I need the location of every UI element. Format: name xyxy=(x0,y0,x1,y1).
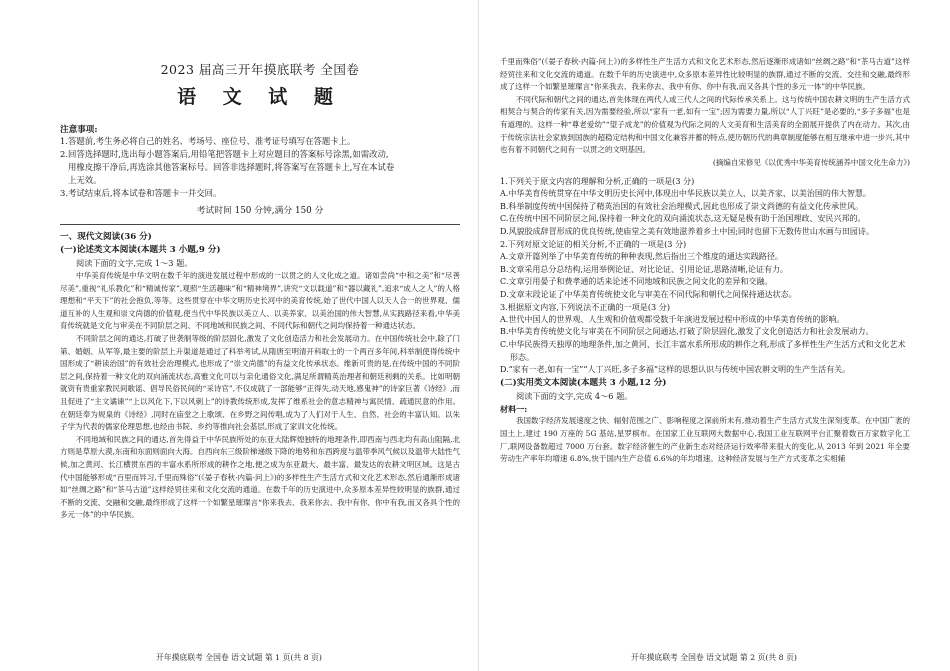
passage-paragraph: 不同代际和朝代之间的通达,首先体现在两代人或三代人之间的代际传承关系上。这与传统中国农耕文明的生产生活方式相契合与契合的传家有关,因为需要经验,所以“家有一老,如有一宝”;因为需要力量,所以“人丁兴旺”是必要的,“多子多福”也是有道理的。这样一种“尊老爱幼”“望子成龙”的价值观为代际之间的人文美育和生活美育的全面展开提供了内在动力。其次,由于传统宗法社会家族到国族的超稳定结构和中国文化兼容并蓄的特点,使历朝历代的典章制度能够在相互继承中进一步兴,其中也有着不同朝代之间有一以贯之的文明基因。 xyxy=(500,94,910,155)
option-c: C.文章引用晏子和费孝通的话来论述不同地域和民族之间文化的差异和交融。 xyxy=(500,277,773,287)
option-a: A.中华美育传统贯穿在中华文明历史长河中,体现出中华民族以美立人、以美齐家、以美治国的伟大智慧。 xyxy=(500,188,871,198)
option-d: D.文章末段论证了中华美育传统使文化与审美在不同代际和朝代之间保持通达状态。 xyxy=(500,289,797,299)
page-footer: 开年摸底联考 全国卷 语文试题 第 2 页(共 8 页) xyxy=(631,653,797,662)
passage-continuation: 千里而殊俗”(《晏子春秋·内篇·问上》)的多样性生产生活方式和文化艺术形态,然后逐渐形成诸如“丝绸之路”和“茶马古道”这样经贸往来和文化交流的通道。在数千年的历史演进中,众多原本差异性比较明显的族群,通过不断的交流、交往和交融,最终形成了这样一个如繁星璀璨言“你来我去、我来你去、我中有你、你中有我,而又各具个性的多元一体”的中华民族。 xyxy=(500,57,910,92)
notice-line: 1.答题前,考生务必将自己的姓名、考场号、座位号、准考证号填写在答题卡上。 xyxy=(60,136,356,146)
passage-paragraph: 中华美育传统是中华文明在数千年的演进发展过程中形成的一以贯之的人文化成之道。诸如尝尚“中和之美”和“尽善尽美”,重视“礼乐教化”和“精诚传家”,观照“生活趣味”和“精神境界”,讲究“文以载道”和“器以藏礼”,追求“成人之人”的人格理想和“平天下”的社会抱负,等等。这些贯穿在中华文明历史长河中的美育传统,始了世代中国人以天人合一的世界观、儒道互补的人生观和崇文尚德的价值观,使当代中华民族以美立人、以美养家、以美治国的伟大智慧,从实践路径来看,中华美育传统就是文化与审美在不同阶层之间、不同地域和民族之间、不同代际和朝代之间均保持着一种通达状态。 xyxy=(60,271,460,331)
notice-line: 用橡皮擦干净后,再选涂其他答案标号。回答非选择题时,将答案写在答题卡上,写在本试卷 xyxy=(68,162,395,172)
page-2 xyxy=(478,0,950,671)
material-paragraph: 我国数字经济发展速度之快、辐射范围之广、影响程度之深前所未有,推动着生产生活方式发生深刻变革。在中国广袤的国土上,建过 190 万座的 5G 基站,星罗棋布。在国家工业互联网大数据中心,我国工业互联网平台汇聚着数百万家数字化工厂,联网设备数超过 7000 万台套。数字经济催生的产业新生态对经济运行效率带来很大的变化,从 2013 年到 2021 年全要劳动生产率年均增速 6.8%,快于国内生产总值 6.6%的年均增速。这种经济发展与生产方式变革之实相辅 xyxy=(500,416,910,464)
material-label: 材料一: xyxy=(500,403,528,414)
notice-line: 3.考试结束后,将本试卷和答题卡一并交回。 xyxy=(60,188,222,198)
option-b: B.文章采用总分总结构,运用举例论证、对比论证、引用论证,思路清晰,论证有力。 xyxy=(500,264,789,274)
exam-title: 2023 届高三开年摸底联考 全国卷 xyxy=(160,62,360,77)
option-d: D.“家有一老,如有一宝”“人丁兴旺,多子多福”这样的思想认识与传统中国农耕文明的生产生活有关。 xyxy=(500,365,851,375)
option-c: C.在传统中国不同阶层之间,保持着一种文化的双向涌流状态,这无疑是极有助于治国理政、安民兴邦的。 xyxy=(500,214,866,224)
question-2: 2.下列对原文论证的相关分析,不正确的一项是(3 分) xyxy=(500,239,687,250)
subject-title: 语 文 试 题 xyxy=(177,86,343,108)
passage-paragraph: 不同地域和民族之间的通达,首先得益于中华民族所处的东亚大陆辉煌独特的地理条件,即西南与西北均有高山阻隔,北方则是草原大漠,东南和东面则面向大海。自西向东三级阶梯递级下降的地势和东西跨度与温带季风气候以及温带大陆性气候,加之黄河、长江横贯东西的丰富水系所形成的耕作之地,便之成为东亚最大、最丰富、最发达的农耕文明区域。这是古代中国能够形成“百里而异习,千里而殊俗”(《晏子春秋·内篇·问上》)的多样性生产生活方式和文化艺术形态,然后通渐形成诸如“丝绸之路”和“茶马古道”这样经贸往来和文化交流的通道。在数千年的历史演进中,众多原本差异性较明显的族群,通过不断的交流、交融和交融,最终形成了这样一个如繁星璀璨言“你来我去、我来你去、我中有你、你中有我,而又各具个性的多元一体”的中华民族。 xyxy=(60,434,460,520)
passage-source: (摘编自宋修见《以优秀中华美育传统涵养中国文化生命力》) xyxy=(712,157,910,167)
option-b: B.中华美育传统使文化与审美在不同阶层之间通达,打破了阶层固化,激发了文化创造活力和社会发展动力。 xyxy=(500,327,874,337)
option-c: C.中华民族得天独厚的地理条件,加之黄河、长江丰富水系所形成的耕作之利,形成了多样性生产生活方式和文化艺术形态。 xyxy=(500,340,906,362)
notice-line: 上无效。 xyxy=(68,175,102,185)
passage-paragraph: 不同阶层之间的通达,打破了世袭制等级的阶层固化,激发了文化创造活力和社会发展动力。在中国传统社会中,除了门第、婚姻、从军等,最主要的阶层上升渠道是通过了科举考试,从隋唐至明清开科取士的一个两百多年间,科举制使得传统中国形成了“耕读治国”的有效社会治理模式,也形成了“崇文尚德”的有益文化传承状态。维新可贵的是,在传统中国的不同阶层之间,保持着一种文化的双向涌流状态,高雅文化可以与亲化通俗文化,满足所谓精英治理者和朝廷利剩的关系。比如明朝就资有贵重家教民间歌谣、倡导民俗民间的“采诗官”,不仅成就了一部能够“正得失,动天地,感鬼神”的诗家巨著《诗经》,而且促进了“主文谲谏”“上以风化下,下以风刺上”的诗教传统形成,发挥了维系社会的意志精神与寓民情、疏通民意的作用。在朝廷奉为规臬的《诗经》,同时在庙堂之上歌颂、在乡野之间传唱,成为了人们对于人生、自然、社会的丰富认知。以朱子学为代表的儒家伦理思想,也经由书院、乡约等推向社会基层,形成了家训文化传统。 xyxy=(60,333,460,432)
exam-time: 考试时间 150 分钟,满分 150 分 xyxy=(196,206,324,216)
subsection-heading: (二)实用类文本阅读(本题共 3 小题,12 分) xyxy=(500,377,667,388)
section-rule xyxy=(60,224,460,225)
notice-line: 2.回答选择题时,选出每小题答案后,用铅笔把答题卡上对应题目的答案标号涂黑,如需改动, xyxy=(60,149,389,159)
page-footer: 开年摸底联考 全国卷 语文试题 第 1 页(共 8 页) xyxy=(156,653,322,662)
reading-instruction: 阅读下面的文字,完成 1～3 题。 xyxy=(76,258,193,268)
option-a: A.世代中国人的世界观、人生观和价值观都受数千年演进发展过程中形成的中华美育传统的影响。 xyxy=(500,314,845,324)
notice-list xyxy=(60,135,460,200)
section-heading: 一、现代文阅读(36 分) xyxy=(60,232,152,242)
option-d: D.风貌胶成辞冒形成的优良传统,使庙堂之美有效地滋养着乡土中国;同时也留下无数传世山水画与田园诗。 xyxy=(500,226,874,236)
subsection-heading: (一)论述类文本阅读(本题共 3 小题,9 分) xyxy=(60,245,221,255)
question-3: 3.根据原文内容,下列说法不正确的一项是(3 分) xyxy=(500,302,671,313)
option-b: B.科举制度传统中国保持了精英治国的有效社会治理模式,因此也形成了崇文尚德的有益文化传承世风。 xyxy=(500,201,863,211)
question-1: 1.下列关于原文内容的理解和分析,正确的一项是(3 分) xyxy=(500,176,695,187)
option-a: A.文章开篇列举了中华美育传统的种种表现,然后指出三个维度的通达实践路径。 xyxy=(500,251,783,261)
notice-heading: 注意事项: xyxy=(60,125,98,135)
reading-instruction: 阅读下面的文字,完成 4～6 题。 xyxy=(516,390,633,401)
